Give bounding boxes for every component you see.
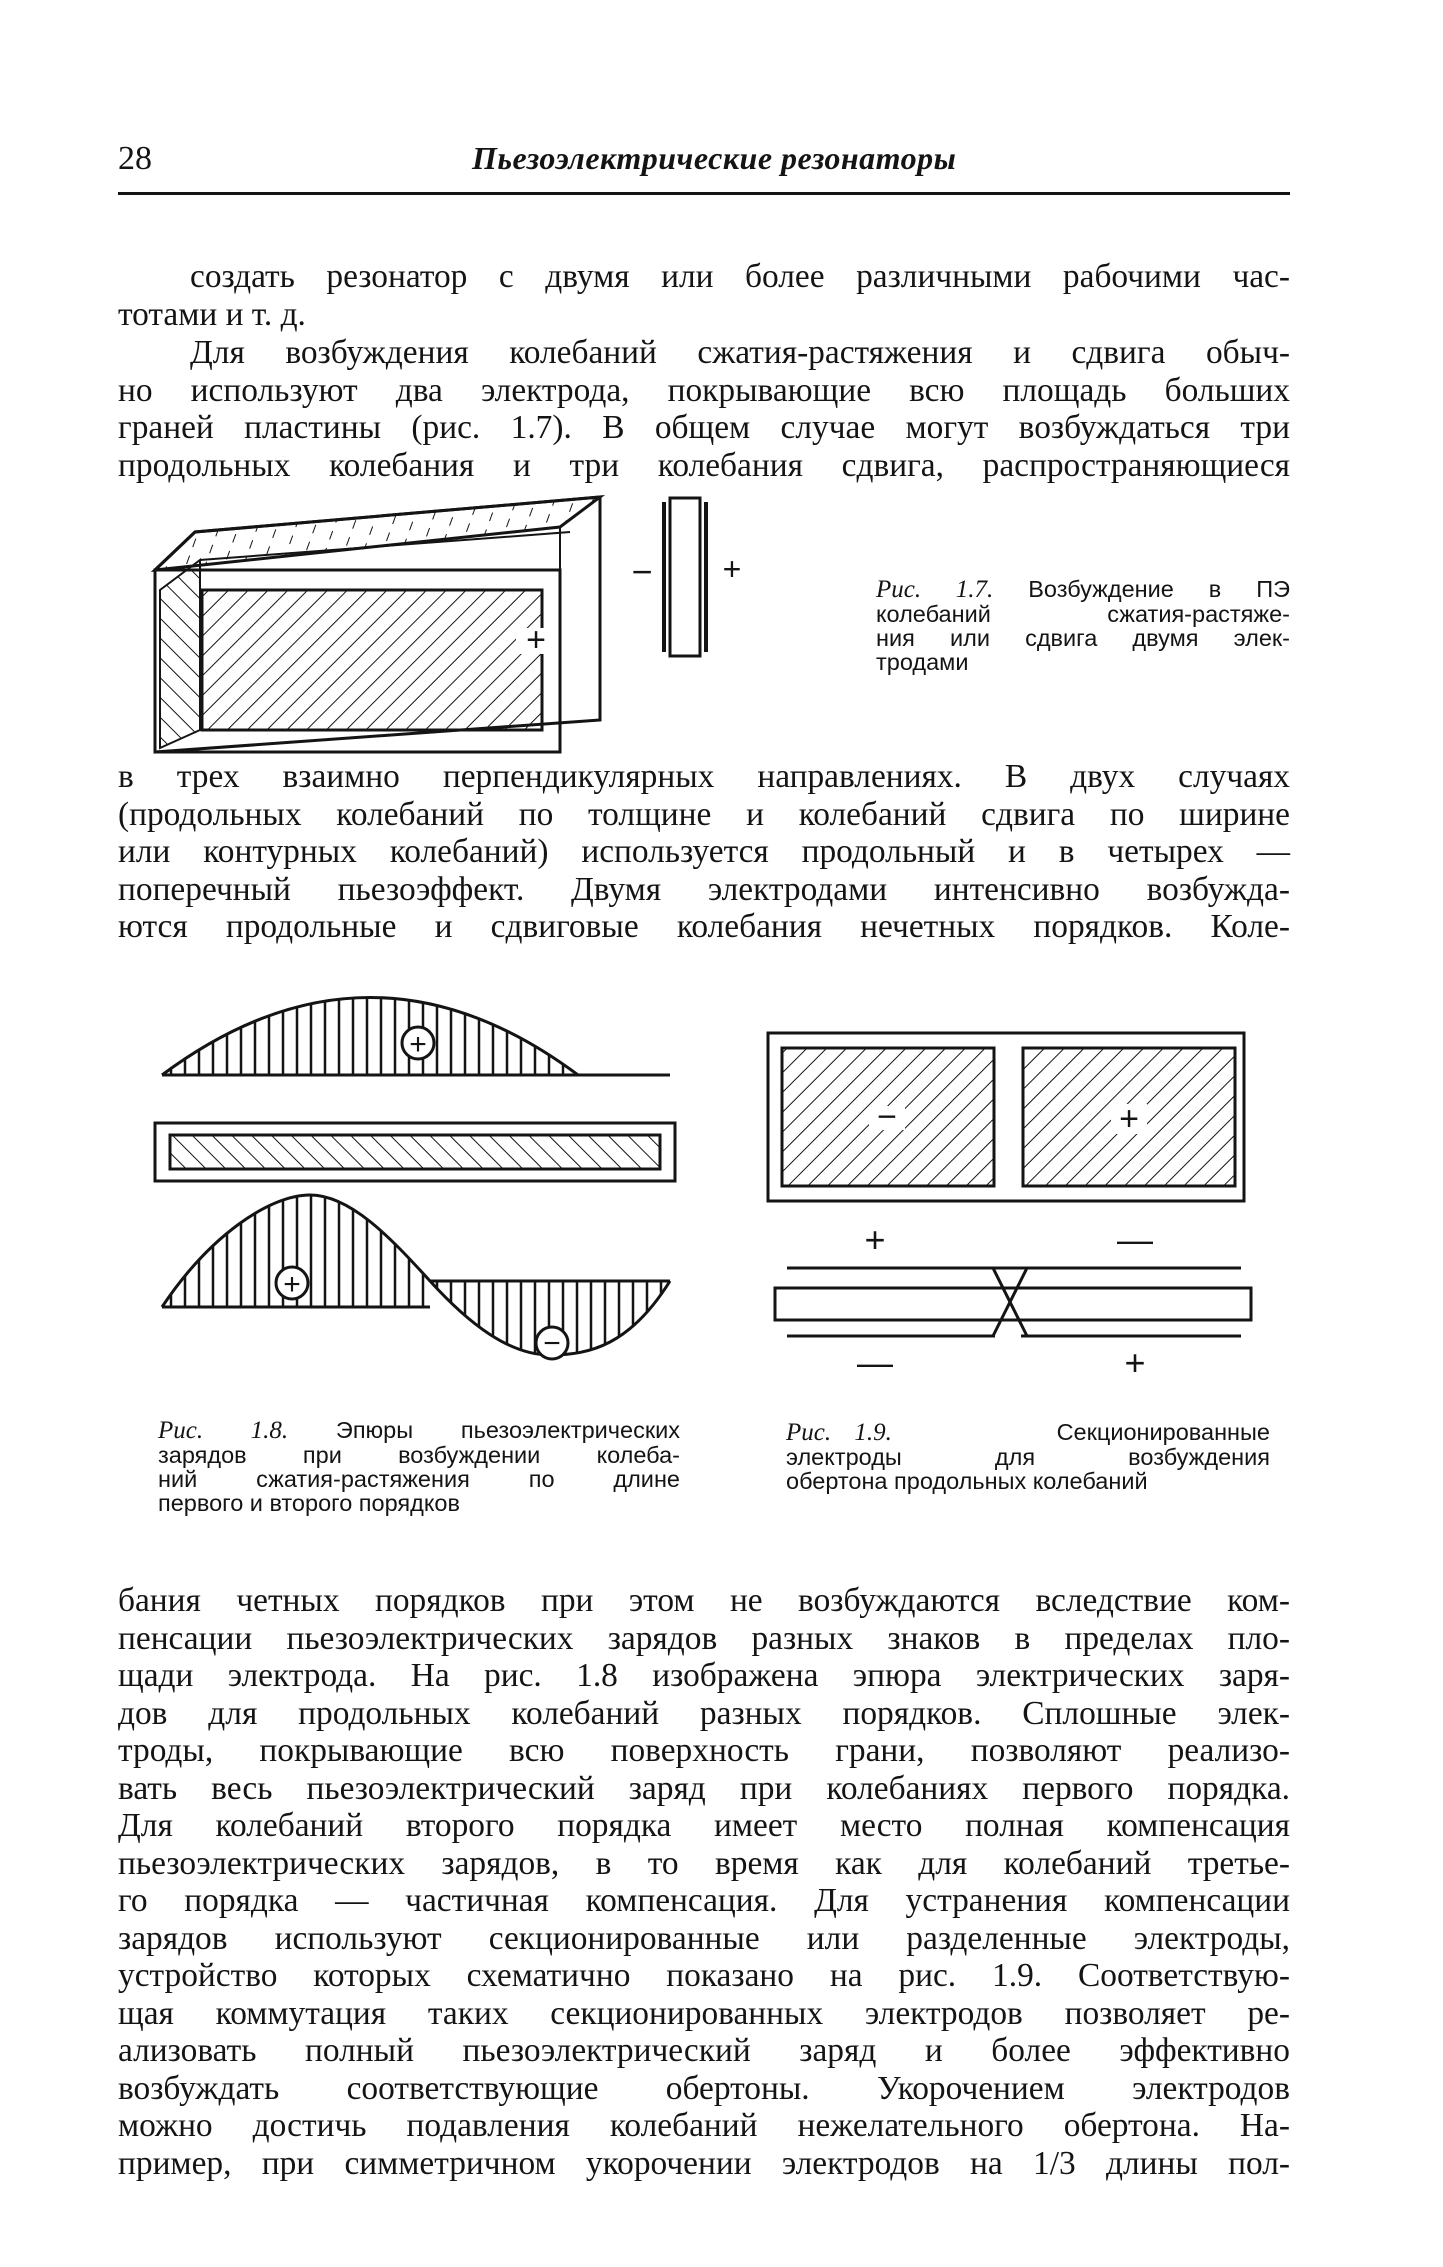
caption-text: обертона продольных колебаний <box>786 1468 1148 1494</box>
caption-label: Рис. 1.9. <box>786 1419 892 1446</box>
text-line: щая коммутация таких секционированных электродов позволяет ре- <box>118 1994 1290 2032</box>
text-line: устройство которых схематично показано на рис. 1.9. Соответствую- <box>118 1957 1290 1994</box>
text-line: пьезоэлектрических зарядов, в то время как для колебаний третье- <box>118 1844 1290 1882</box>
caption-text: тродами <box>876 649 969 675</box>
page-number: 28 <box>118 140 152 177</box>
text-line: (продольных колебаний по толщине и колебаний сдвига по ширине <box>118 795 1290 833</box>
plate-with-electrodes <box>155 1123 675 1181</box>
caption-text: колебаний сжатия-растяже- <box>876 601 1290 627</box>
paragraph-2 <box>118 334 1290 484</box>
caption-text: первого и второго порядков <box>158 1490 460 1516</box>
figure-1-7-caption <box>876 577 1290 674</box>
text-line: троды, покрывающие всю поверхность грани, позволяют реализо- <box>118 1732 1290 1769</box>
paragraph-4 <box>118 1582 1290 2182</box>
text-line: возбуждать соответствующие обертоны. Укорочением электродов <box>118 2069 1290 2107</box>
text-line: пример, при симметричном укорочении электродов на 1/3 длины пол- <box>118 2144 1290 2182</box>
positive-charge-sign: + <box>283 1268 301 1301</box>
left-electrode-minus: − <box>877 1098 897 1136</box>
top-right-sign: — <box>1117 1219 1153 1260</box>
sectioned-plate-side-view <box>775 1219 1251 1383</box>
text-line: но используют два электрода, покрывающие всю площадь больших <box>118 371 1290 409</box>
caption-text: ний сжатия-растяжения по длине <box>158 1466 680 1492</box>
text-line: пенсации пьезоэлектрических зарядов разных знаков в пределах пло- <box>118 1619 1290 1657</box>
text-line: можно достичь подавления колебаний нежелательного обертона. На- <box>118 2107 1290 2144</box>
caption-text: Эпюры пьезоэлектрических <box>335 1417 680 1443</box>
figure-1-9 <box>765 1030 1265 1390</box>
text-line: тотами и т. д. <box>118 295 306 333</box>
minus-sign: − <box>631 551 653 592</box>
text-line: поперечный пьезоэффект. Двумя электродами интенсивно возбужда- <box>118 870 1290 908</box>
plus-sign: + <box>722 551 742 587</box>
text-line: дов для продольных колебаний разных порядков. Сплошные элек- <box>118 1694 1290 1732</box>
text-line: продольных колебания и три колебания сдвига, распространяющиеся <box>118 446 1290 484</box>
negative-charge-sign: − <box>543 1327 561 1360</box>
caption-text: Возбуждение в ПЭ <box>1028 576 1291 602</box>
figure-1-9-caption <box>786 1420 1270 1493</box>
text-line: создать резонатор с двумя или более различными рабочими час- <box>190 258 1290 295</box>
center-plus-sign: + <box>526 621 546 659</box>
plate-drawing <box>155 497 600 752</box>
caption-text: зарядов при возбуждении колеба- <box>158 1442 680 1468</box>
caption-text: Секционированные <box>1056 1419 1270 1445</box>
header-rule <box>118 192 1290 195</box>
first-order-diagram <box>150 975 670 1075</box>
text-line: Для колебаний второго порядка имеет место полная компенсация <box>118 1807 1290 1844</box>
text-line: зарядов используют секционированные или разделенные электроды, <box>118 1919 1290 1957</box>
figure-1-8 <box>150 975 690 1375</box>
second-order-diagram <box>150 1175 680 1365</box>
text-line: бания четных порядков при этом не возбуждаются вследствие ком- <box>118 1582 1290 1619</box>
electrode-side-view <box>631 498 741 656</box>
caption-label: Рис. 1.8. <box>158 1417 289 1444</box>
figure-1-8-caption <box>158 1418 680 1515</box>
figure-1-7 <box>140 480 780 770</box>
positive-charge-sign: + <box>409 1028 427 1061</box>
text-line: Для возбуждения колебаний сжатия-растяжения и сдвига обыч- <box>190 334 1290 371</box>
text-line: ализовать полный пьезоэлектрический заряд и более эффективно <box>118 2032 1290 2069</box>
caption-text: ния или сдвига двумя элек- <box>876 625 1290 651</box>
bottom-right-sign: + <box>1124 1342 1146 1383</box>
text-line: или контурных колебаний) используется продольный и в четырех — <box>118 833 1290 870</box>
running-title: Пьезоэлектрические резонаторы <box>472 140 957 176</box>
right-electrode-plus: + <box>1119 1100 1139 1138</box>
bottom-left-sign: — <box>857 1342 893 1383</box>
caption-label: Рис. 1.7. <box>876 576 994 603</box>
text-line: ются продольные и сдвиговые колебания нечетных порядков. Коле- <box>118 908 1290 945</box>
paragraph-3 <box>118 758 1290 946</box>
text-line: щади электрода. На рис. 1.8 изображена эпюра электрических заря- <box>118 1657 1290 1694</box>
paragraph-1 <box>118 258 1290 333</box>
sectioned-plate-top-view <box>768 1033 1244 1201</box>
text-line: в трех взаимно перпендикулярных направлениях. В двух случаях <box>118 758 1290 795</box>
text-line: вать весь пьезоэлектрический заряд при колебаниях первого порядка. <box>118 1769 1290 1807</box>
top-left-sign: + <box>864 1219 886 1260</box>
text-line: граней пластины (рис. 1.7). В общем случае могут возбуждаться три <box>118 409 1290 446</box>
caption-text: электроды для возбуждения <box>786 1444 1270 1470</box>
text-line: го порядка — частичная компенсация. Для устранения компенсации <box>118 1882 1290 1919</box>
